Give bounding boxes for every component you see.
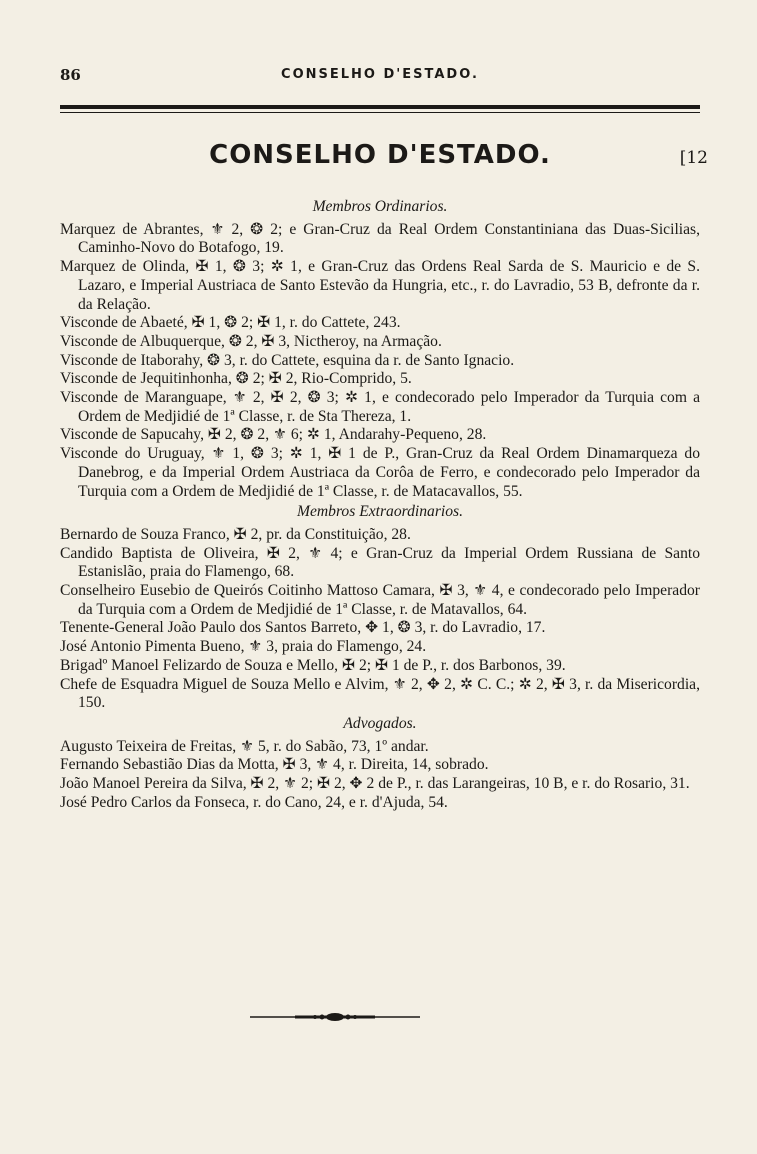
list-item: Marquez de Olinda, ✠ 1, ❂ 3; ✲ 1, e Gran-Cruz das Ordens Real Sarda de S. Mauricio e de S. Lazaro, e Imperial Austriaca de Santo Estevão da Hungria, etc., r. do Lavradio, 53 B, defronte da r. da Relação.: [60, 258, 700, 313]
list-item: João Manoel Pereira da Silva, ✠ 2, ⚜ 2; ✠ 2, ✥ 2 de P., r. das Larangeiras, 10 B, e r. do Rosario, 31.: [60, 775, 690, 793]
section-heading: Membros Extraordinarios.: [296, 503, 464, 521]
header-rule-thin: [60, 112, 700, 113]
list-item: Visconde de Sapucahy, ✠ 2, ❂ 2, ⚜ 6; ✲ 1, Andarahy-Pequeno, 28.: [60, 426, 487, 444]
page-number: 86: [60, 66, 81, 84]
section-advogados: [60, 715, 700, 813]
list-item: Chefe de Esquadra Miguel de Souza Mello e Alvim, ⚜ 2, ✥ 2, ✲ C. C.; ✲ 2, ✠ 3, r. da Misericordia, 150.: [60, 675, 700, 712]
section-membros-extraordinarios: [60, 503, 700, 713]
section-heading: Advogados.: [343, 714, 417, 732]
page-title: CONSELHO D'ESTADO.: [209, 140, 551, 170]
list-item: José Antonio Pimenta Bueno, ⚜ 3, praia do Flamengo, 24.: [60, 638, 427, 656]
list-item: Visconde de Albuquerque, ❂ 2, ✠ 3, Nictheroy, na Armação.: [60, 332, 442, 350]
list-item: Fernando Sebastião Dias da Motta, ✠ 3, ⚜ 4, r. Direita, 14, sobrado.: [60, 756, 489, 774]
list-item: Conselheiro Eusebio de Queirós Coitinho Mattoso Camara, ✠ 3, ⚜ 4, e condecorado pelo Imperador da Turquia com a Ordem de Medjidié de 1ª Classe, r. de Matavallos, 64.: [60, 582, 700, 618]
list-item: Brigadº Manoel Felizardo de Souza e Mello, ✠ 2; ✠ 1 de P., r. dos Barbonos, 39.: [60, 656, 566, 674]
list-item: Marquez de Abrantes, ⚜ 2, ❂ 2; e Gran-Cruz da Real Ordem Constantiniana das Duas-Sicilias, Caminho-Novo do Botafogo, 19.: [60, 220, 700, 257]
list-item: Candido Baptista de Oliveira, ✠ 2, ⚜ 4; e Gran-Cruz da Imperial Ordem Russiana de Santo Estanislão, praia do Flamengo, 68.: [60, 544, 700, 581]
list-item: Augusto Teixeira de Freitas, ⚜ 5, r. do Sabão, 73, 1º andar.: [60, 737, 429, 755]
list-item: José Pedro Carlos da Fonseca, r. do Cano, 24, e r. d'Ajuda, 54.: [60, 793, 448, 811]
list-item: Visconde de Maranguape, ⚜ 2, ✠ 2, ❂ 3; ✲ 1, e condecorado pelo Imperador da Turquia com a Ordem de Medjidié de 1ª Classe, r. de Sta Thereza, 1.: [60, 389, 700, 425]
running-title: CONSELHO D'ESTADO.: [281, 67, 479, 82]
title-block: [60, 140, 708, 180]
list-item: Tenente-General João Paulo dos Santos Barreto, ✥ 1, ❂ 3, r. do Lavradio, 17.: [60, 619, 546, 637]
running-header: [60, 66, 700, 88]
list-item: Visconde de Jequitinhonha, ❂ 2; ✠ 2, Rio-Comprido, 5.: [60, 370, 412, 388]
margin-note: [12: [679, 148, 708, 168]
list-item: Bernardo de Souza Franco, ✠ 2, pr. da Constituição, 28.: [60, 525, 411, 543]
header-rule-thick: [60, 105, 700, 109]
section-heading: Membros Ordinarios.: [312, 198, 448, 215]
section-membros-ordinarios: [60, 198, 700, 501]
list-item: Visconde de Itaborahy, ❂ 3, r. do Cattete, esquina da r. de Santo Ignacio.: [60, 351, 515, 369]
body-text: [60, 196, 700, 813]
list-item: Visconde de Abaeté, ✠ 1, ❂ 2; ✠ 1, r. do Cattete, 243.: [60, 314, 401, 332]
list-item: Visconde do Uruguay, ⚜ 1, ❂ 3; ✲ 1, ✠ 1 de P., Gran-Cruz da Real Ordem Dinamarqueza do Danebrog, e da Imperial Ordem Austriaca da Corôa de Ferro, e condecorado pelo Imperador da Turquia com a Ordem de Medjidié de 1ª Classe, r. de Matacavallos, 55.: [60, 445, 700, 500]
ornament-divider-icon: [250, 1010, 420, 1024]
